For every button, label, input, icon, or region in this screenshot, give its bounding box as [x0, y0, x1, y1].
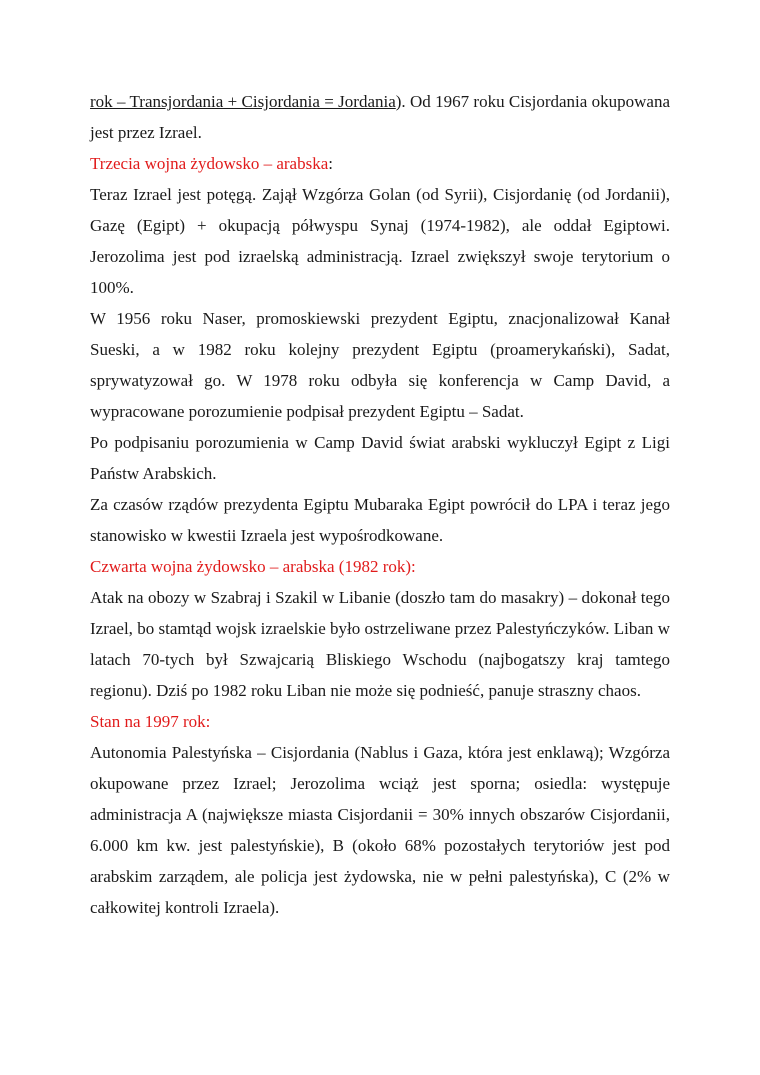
heading-third-war [90, 148, 670, 179]
heading-1997: Stan na 1997 rok: [90, 712, 211, 731]
heading-colon: : [328, 154, 333, 173]
paragraph-israel-power: Teraz Izrael jest potęgą. Zajął Wzgórza Golan (od Syrii), Cisjordanię (od Jordanii), Gazę (Egipt) + okupacją półwyspu Synaj (1974-1982), ale oddał Egiptowi. Jerozolima jest pod izraelską administracją. Izrael zwiększył swoje terytorium o 100%. [90, 185, 670, 297]
heading-fourth-war: Czwarta wojna żydowsko – arabska (1982 rok): [90, 557, 416, 576]
paragraph-suez: W 1956 roku Naser, promoskiewski prezydent Egiptu, znacjonalizował Kanał Sueski, a w 1982 roku kolejny prezydent Egiptu (proamerykański), Sadat, sprywatyzował go. W 1978 roku odbyła się konferencja w Camp David, a wypracowane porozumienie podpisał prezydent Egiptu – Sadat. [90, 309, 670, 421]
heading-text: Trzecia wojna żydowsko – arabska [90, 154, 329, 173]
paragraph-lebanon: Atak na obozy w Szabraj i Szakil w Libanie (doszło tam do masakry) – dokonał tego Izrael, bo stamtąd wojsk izraelskie było ostrzeliwane przez Palestyńczyków. Liban w latach 70-tych był Szwajcarią Bliskiego Wschodu (najbogatszy kraj tamtego regionu). Dziś po 1982 roku Liban nie może się podnieść, panuje straszny chaos. [90, 588, 670, 700]
paragraph-autonomy: Autonomia Palestyńska – Cisjordania (Nablus i Gaza, która jest enklawą); Wzgórza okupowane przez Izrael; Jerozolima wciąż jest sporna; osiedla: występuje administracja A (największe miasta Cisjordanii = 30% innych obszarów Cisjordanii, 6.000 km kw. jest palestyńskie), B (około 68% pozostałych terytoriów jest pod arabskim zarządem, ale policja jest żydowska, nie w pełni palestyńska), C (2% w całkowitej kontroli Izraela). [90, 743, 670, 917]
paragraph-text: ). Od 1967 roku Cisjordania okupowana jest przez Izrael. [90, 92, 670, 142]
underlined-text: rok – Transjordania + Cisjordania = Jordania [90, 92, 396, 111]
paragraph-jordania [90, 86, 670, 148]
paragraph-mubarak: Za czasów rządów prezydenta Egiptu Mubaraka Egipt powrócił do LPA i teraz jego stanowisko w kwestii Izraela jest wypośrodkowane. [90, 495, 670, 545]
paragraph-camp-david: Po podpisaniu porozumienia w Camp David świat arabski wykluczył Egipt z Ligi Państw Arabskich. [90, 433, 670, 483]
